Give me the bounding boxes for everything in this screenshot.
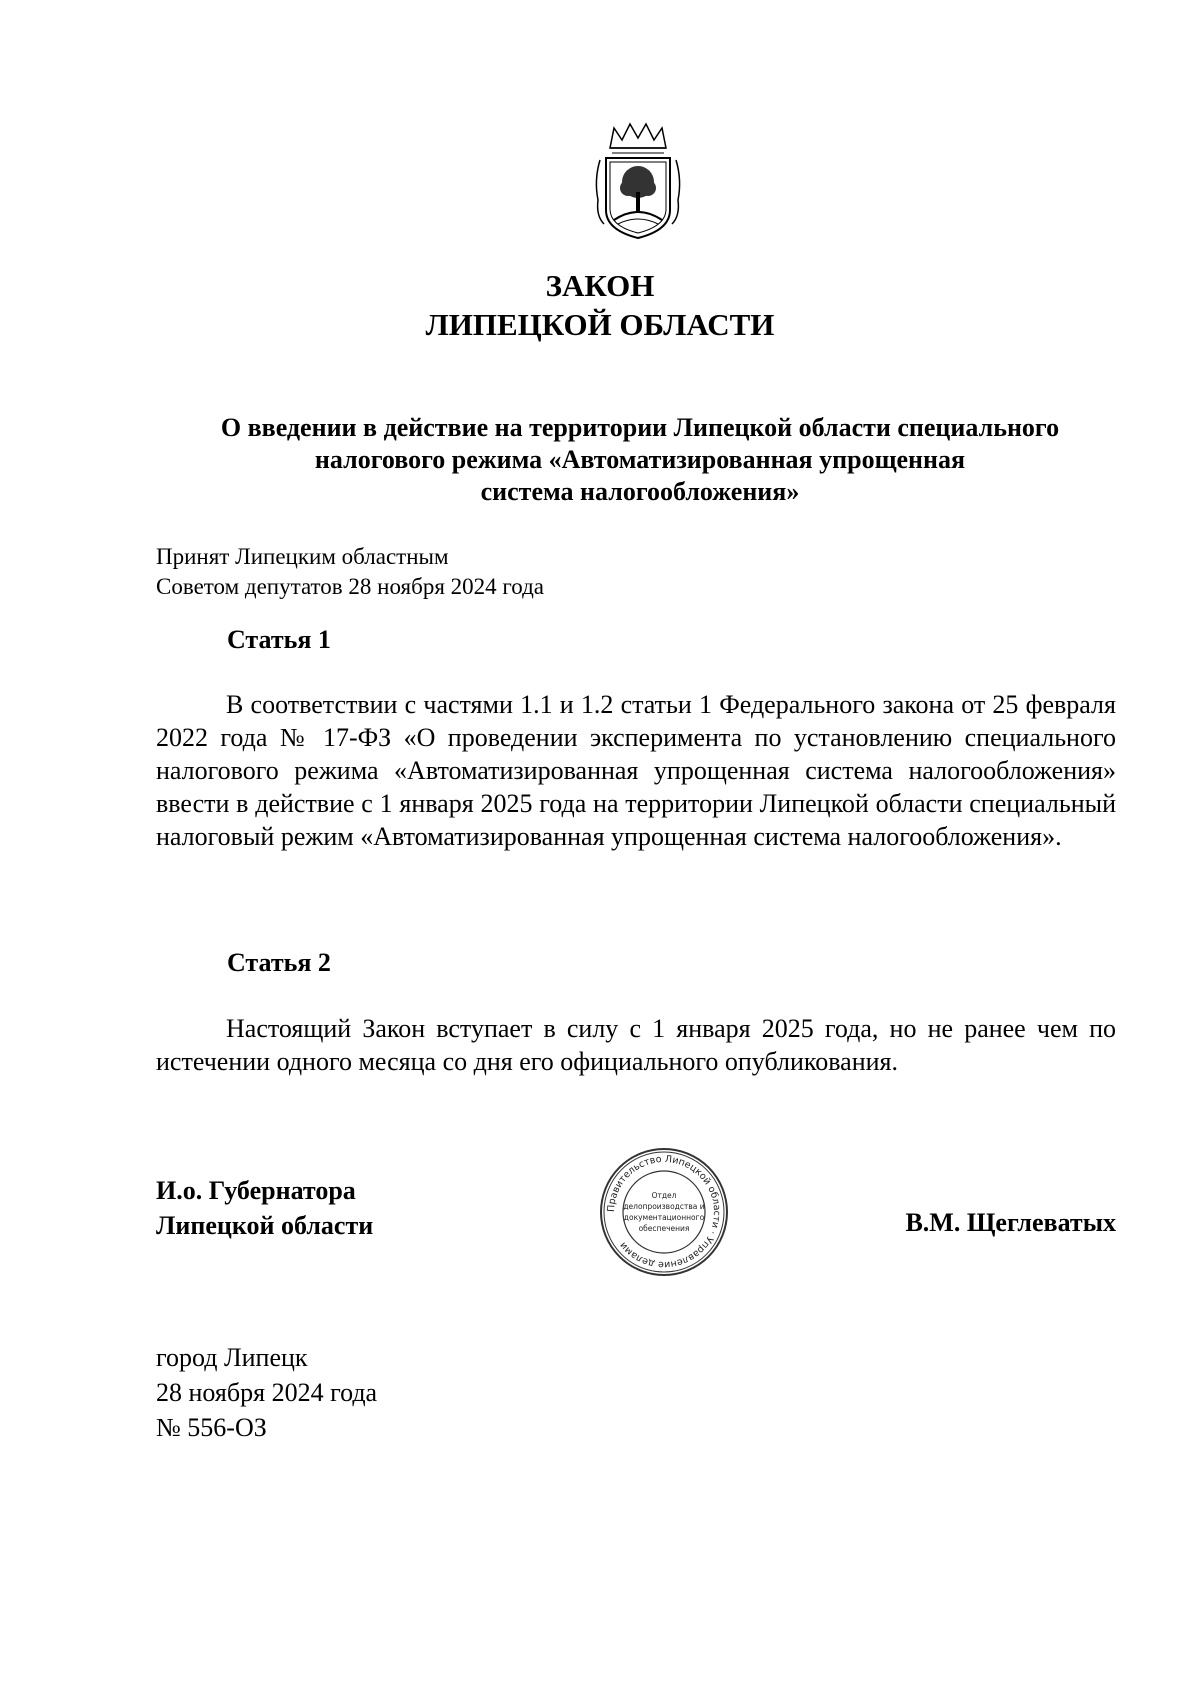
- adoption-line: Советом депутатов 28 ноября 2024 года: [156, 574, 545, 599]
- svg-text:Отдел: Отдел: [651, 1191, 677, 1200]
- official-seal-stamp: [598, 1146, 730, 1278]
- article-1-text: В соответствии с частями 1.1 и 1.2 статьи 1 Федерального закона от 25 февраля 2022 года № 17-ФЗ «О проведении эксперимента по установлению специального налогового режима «Автоматизированная упрощенная система налогообложения» ввести в действие с 1 января 2025 года на территории Липецкой области специальный налоговый режим «Автоматизированная упрощенная система налогообложения».: [156, 690, 1116, 851]
- svg-text:делопроизводства и: делопроизводства и: [623, 1202, 705, 1211]
- adoption-note: [156, 542, 544, 602]
- signatory-name: В.М. Щеглеватых: [905, 1208, 1116, 1237]
- coat-of-arms-emblem: [590, 120, 686, 244]
- article-1-heading: Статья 1: [227, 625, 331, 654]
- svg-text:документационного: документационного: [623, 1213, 705, 1222]
- subject-line: налогового режима «Автоматизированная упрощенная: [314, 445, 966, 474]
- law-number: № 556-ОЗ: [156, 1413, 267, 1442]
- city: город Липецк: [156, 1343, 308, 1372]
- position-line: И.о. Губернатора: [156, 1176, 356, 1205]
- law-region: ЛИПЕЦКОЙ ОБЛАСТИ: [425, 307, 775, 342]
- law-subject: [160, 412, 1120, 508]
- svg-text:Правительство Липецкой области: Правительство Липецкой области · Управление делами: [605, 1153, 723, 1271]
- law-title: ЗАКОН: [545, 268, 655, 303]
- adoption-line: Принят Липецким областным: [156, 544, 449, 569]
- subject-line: система налогообложения»: [480, 477, 800, 506]
- signatory-position: [156, 1173, 373, 1243]
- signing-date: 28 ноября 2024 года: [156, 1378, 378, 1407]
- place-date-number: [156, 1340, 377, 1445]
- svg-text:обеспечения: обеспечения: [638, 1224, 690, 1233]
- article-2-text: Настоящий Закон вступает в силу с 1 января 2025 года, но не ранее чем по истечении одного месяца со дня его официального опубликования.: [156, 1014, 1116, 1076]
- article-2-heading: Статья 2: [227, 948, 331, 977]
- subject-line: О введении в действие на территории Липецкой области специального: [220, 413, 1060, 442]
- position-line: Липецкой области: [156, 1211, 374, 1240]
